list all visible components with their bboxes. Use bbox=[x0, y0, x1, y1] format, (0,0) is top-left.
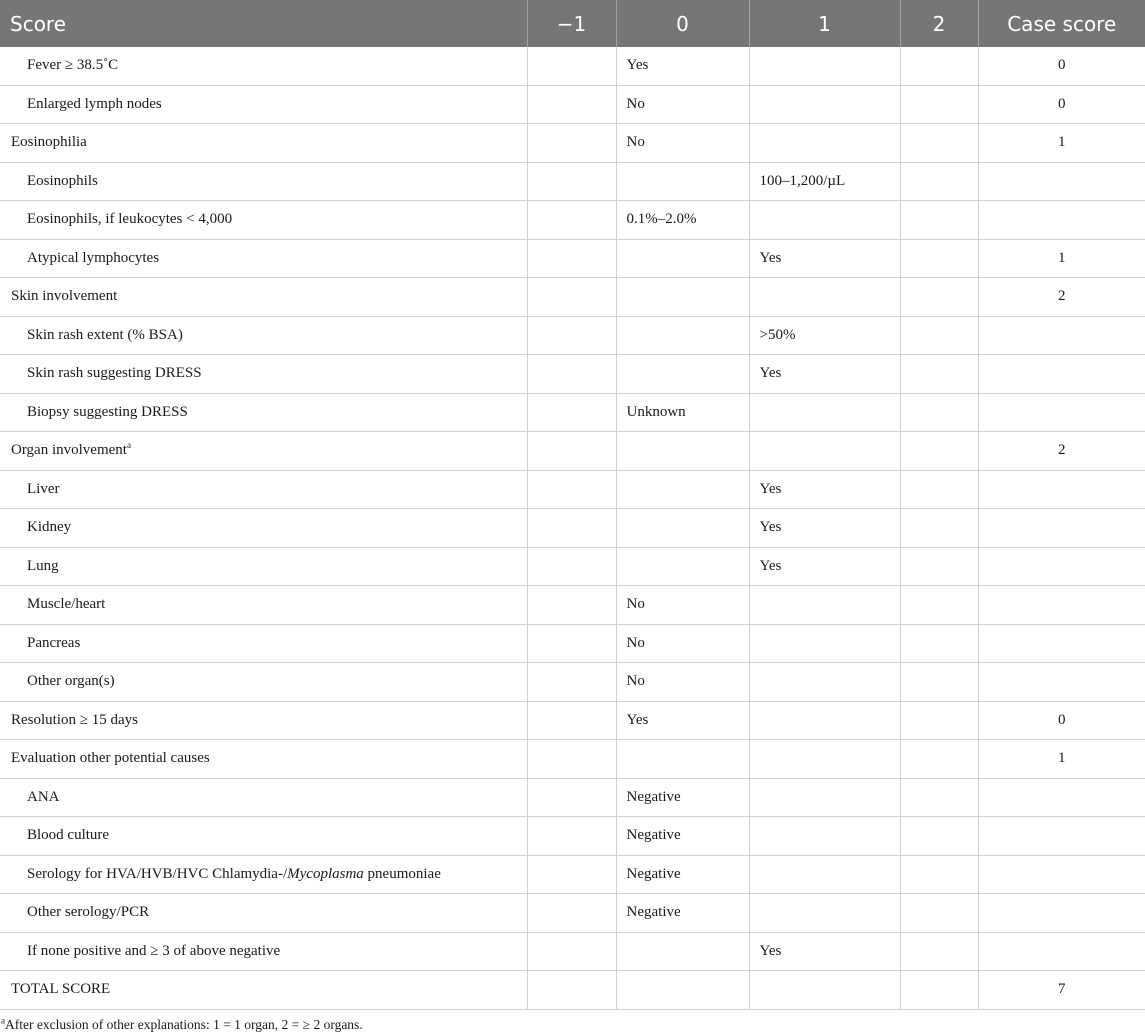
cell-0 bbox=[616, 432, 749, 471]
cell-minus-1 bbox=[527, 393, 616, 432]
row-label: Other serology/PCR bbox=[0, 894, 527, 933]
cell-1: Yes bbox=[749, 470, 900, 509]
row-label: Kidney bbox=[0, 509, 527, 548]
cell-case-score: 1 bbox=[978, 239, 1145, 278]
cell-case-score bbox=[978, 817, 1145, 856]
row-label: Blood culture bbox=[0, 817, 527, 856]
cell-0: Negative bbox=[616, 778, 749, 817]
table-row bbox=[0, 162, 1145, 201]
cell-0: No bbox=[616, 124, 749, 163]
cell-case-score: 1 bbox=[978, 124, 1145, 163]
cell-1 bbox=[749, 124, 900, 163]
cell-minus-1 bbox=[527, 316, 616, 355]
table-row bbox=[0, 393, 1145, 432]
row-label: Eosinophilia bbox=[0, 124, 527, 163]
cell-2 bbox=[900, 740, 978, 779]
row-label: Lung bbox=[0, 547, 527, 586]
cell-0 bbox=[616, 547, 749, 586]
table-row bbox=[0, 509, 1145, 548]
cell-0 bbox=[616, 316, 749, 355]
cell-case-score bbox=[978, 393, 1145, 432]
table-row bbox=[0, 355, 1145, 394]
header-minus-1: −1 bbox=[527, 0, 616, 47]
cell-1 bbox=[749, 432, 900, 471]
cell-1 bbox=[749, 201, 900, 240]
row-label: ANA bbox=[0, 778, 527, 817]
cell-2 bbox=[900, 778, 978, 817]
table-row bbox=[0, 201, 1145, 240]
row-label: Fever ≥ 38.5˚C bbox=[0, 47, 527, 85]
cell-2 bbox=[900, 932, 978, 971]
row-label: Evaluation other potential causes bbox=[0, 740, 527, 779]
header-score: Score bbox=[0, 0, 527, 47]
cell-0: Yes bbox=[616, 47, 749, 85]
cell-1: 100–1,200/µL bbox=[749, 162, 900, 201]
cell-case-score: 2 bbox=[978, 278, 1145, 317]
cell-0: Negative bbox=[616, 894, 749, 933]
cell-1: Yes bbox=[749, 239, 900, 278]
cell-0 bbox=[616, 509, 749, 548]
row-label: Eosinophils, if leukocytes < 4,000 bbox=[0, 201, 527, 240]
cell-0 bbox=[616, 355, 749, 394]
table-row bbox=[0, 239, 1145, 278]
cell-1 bbox=[749, 817, 900, 856]
cell-2 bbox=[900, 701, 978, 740]
cell-case-score bbox=[978, 509, 1145, 548]
cell-1 bbox=[749, 47, 900, 85]
cell-minus-1 bbox=[527, 470, 616, 509]
table-body bbox=[0, 47, 1145, 1009]
cell-minus-1 bbox=[527, 663, 616, 702]
cell-case-score bbox=[978, 162, 1145, 201]
cell-1 bbox=[749, 701, 900, 740]
cell-minus-1 bbox=[527, 855, 616, 894]
cell-2 bbox=[900, 547, 978, 586]
cell-1 bbox=[749, 586, 900, 625]
cell-1 bbox=[749, 971, 900, 1010]
cell-minus-1 bbox=[527, 740, 616, 779]
table-row bbox=[0, 894, 1145, 933]
header-row bbox=[0, 0, 1145, 47]
cell-1: Yes bbox=[749, 509, 900, 548]
cell-minus-1 bbox=[527, 547, 616, 586]
cell-0 bbox=[616, 162, 749, 201]
cell-2 bbox=[900, 855, 978, 894]
table-row bbox=[0, 778, 1145, 817]
cell-0 bbox=[616, 740, 749, 779]
row-label: TOTAL SCORE bbox=[0, 971, 527, 1010]
cell-0 bbox=[616, 470, 749, 509]
table-row bbox=[0, 586, 1145, 625]
cell-1 bbox=[749, 663, 900, 702]
cell-0: No bbox=[616, 663, 749, 702]
cell-case-score bbox=[978, 855, 1145, 894]
row-label: If none positive and ≥ 3 of above negative bbox=[0, 932, 527, 971]
cell-case-score: 0 bbox=[978, 47, 1145, 85]
cell-case-score bbox=[978, 624, 1145, 663]
cell-minus-1 bbox=[527, 355, 616, 394]
cell-case-score: 2 bbox=[978, 432, 1145, 471]
cell-minus-1 bbox=[527, 509, 616, 548]
cell-case-score bbox=[978, 778, 1145, 817]
cell-case-score bbox=[978, 586, 1145, 625]
header-1: 1 bbox=[749, 0, 900, 47]
footnote-marker: a bbox=[126, 440, 131, 451]
cell-2 bbox=[900, 278, 978, 317]
cell-1: Yes bbox=[749, 547, 900, 586]
row-label: Other organ(s) bbox=[0, 663, 527, 702]
cell-minus-1 bbox=[527, 701, 616, 740]
header-case-score: Case score bbox=[978, 0, 1145, 47]
cell-1: >50% bbox=[749, 316, 900, 355]
cell-2 bbox=[900, 586, 978, 625]
cell-case-score: 0 bbox=[978, 701, 1145, 740]
cell-minus-1 bbox=[527, 971, 616, 1010]
cell-2 bbox=[900, 355, 978, 394]
footnote-text: After exclusion of other explanations: 1 = 1 organ, 2 = ≥ 2 organs. bbox=[5, 1017, 363, 1032]
cell-minus-1 bbox=[527, 817, 616, 856]
table-row bbox=[0, 663, 1145, 702]
cell-0: Unknown bbox=[616, 393, 749, 432]
table-row bbox=[0, 817, 1145, 856]
cell-2 bbox=[900, 124, 978, 163]
table-row bbox=[0, 740, 1145, 779]
cell-case-score bbox=[978, 355, 1145, 394]
cell-0 bbox=[616, 932, 749, 971]
row-label bbox=[0, 432, 527, 471]
cell-2 bbox=[900, 162, 978, 201]
cell-case-score: 1 bbox=[978, 740, 1145, 779]
cell-case-score bbox=[978, 201, 1145, 240]
cell-minus-1 bbox=[527, 586, 616, 625]
cell-0 bbox=[616, 239, 749, 278]
cell-2 bbox=[900, 470, 978, 509]
cell-2 bbox=[900, 201, 978, 240]
table-row bbox=[0, 85, 1145, 124]
cell-0: No bbox=[616, 624, 749, 663]
cell-1 bbox=[749, 278, 900, 317]
cell-2 bbox=[900, 85, 978, 124]
cell-0 bbox=[616, 278, 749, 317]
footnote-marker: a bbox=[1, 1015, 5, 1026]
cell-minus-1 bbox=[527, 278, 616, 317]
cell-minus-1 bbox=[527, 932, 616, 971]
cell-minus-1 bbox=[527, 124, 616, 163]
cell-case-score bbox=[978, 894, 1145, 933]
cell-1 bbox=[749, 85, 900, 124]
cell-1 bbox=[749, 740, 900, 779]
row-label-text-end: pneumoniae bbox=[363, 865, 441, 882]
cell-0 bbox=[616, 971, 749, 1010]
cell-2 bbox=[900, 47, 978, 85]
cell-2 bbox=[900, 663, 978, 702]
cell-1 bbox=[749, 778, 900, 817]
cell-1 bbox=[749, 894, 900, 933]
cell-case-score: 0 bbox=[978, 85, 1145, 124]
row-label: Pancreas bbox=[0, 624, 527, 663]
row-label: Enlarged lymph nodes bbox=[0, 85, 527, 124]
cell-2 bbox=[900, 971, 978, 1010]
row-label: Biopsy suggesting DRESS bbox=[0, 393, 527, 432]
cell-2 bbox=[900, 817, 978, 856]
header-2: 2 bbox=[900, 0, 978, 47]
cell-minus-1 bbox=[527, 432, 616, 471]
cell-2 bbox=[900, 624, 978, 663]
cell-2 bbox=[900, 894, 978, 933]
cell-case-score bbox=[978, 663, 1145, 702]
table-row bbox=[0, 855, 1145, 894]
cell-minus-1 bbox=[527, 47, 616, 85]
cell-2 bbox=[900, 432, 978, 471]
cell-minus-1 bbox=[527, 239, 616, 278]
table-row bbox=[0, 316, 1145, 355]
cell-case-score bbox=[978, 547, 1145, 586]
table-footnote bbox=[1, 1017, 363, 1033]
cell-minus-1 bbox=[527, 201, 616, 240]
cell-1 bbox=[749, 855, 900, 894]
table-row bbox=[0, 278, 1145, 317]
header-0: 0 bbox=[616, 0, 749, 47]
table-row-total bbox=[0, 971, 1145, 1010]
cell-case-score bbox=[978, 932, 1145, 971]
row-label: Skin rash extent (% BSA) bbox=[0, 316, 527, 355]
table-row bbox=[0, 432, 1145, 471]
cell-minus-1 bbox=[527, 624, 616, 663]
table-row bbox=[0, 624, 1145, 663]
cell-minus-1 bbox=[527, 778, 616, 817]
table-row bbox=[0, 932, 1145, 971]
row-label: Muscle/heart bbox=[0, 586, 527, 625]
row-label: Atypical lymphocytes bbox=[0, 239, 527, 278]
cell-2 bbox=[900, 509, 978, 548]
cell-case-score bbox=[978, 470, 1145, 509]
cell-minus-1 bbox=[527, 894, 616, 933]
table-row bbox=[0, 470, 1145, 509]
cell-0: Negative bbox=[616, 817, 749, 856]
cell-1: Yes bbox=[749, 932, 900, 971]
cell-1 bbox=[749, 393, 900, 432]
cell-0: 0.1%–2.0% bbox=[616, 201, 749, 240]
cell-case-score: 7 bbox=[978, 971, 1145, 1010]
table-row bbox=[0, 47, 1145, 85]
row-label bbox=[0, 855, 527, 894]
cell-0: No bbox=[616, 586, 749, 625]
row-label: Skin involvement bbox=[0, 278, 527, 317]
row-label: Eosinophils bbox=[0, 162, 527, 201]
cell-2 bbox=[900, 316, 978, 355]
cell-minus-1 bbox=[527, 85, 616, 124]
cell-0: No bbox=[616, 85, 749, 124]
cell-minus-1 bbox=[527, 162, 616, 201]
row-label-text: Serology for HVA/HVB/HVC Chlamydia-/ bbox=[27, 865, 288, 882]
cell-0: Negative bbox=[616, 855, 749, 894]
cell-0: Yes bbox=[616, 701, 749, 740]
cell-1 bbox=[749, 624, 900, 663]
table-row bbox=[0, 547, 1145, 586]
table-row bbox=[0, 701, 1145, 740]
cell-case-score bbox=[978, 316, 1145, 355]
row-label-text: Organ involvement bbox=[11, 442, 127, 459]
row-label: Skin rash suggesting DRESS bbox=[0, 355, 527, 394]
row-label-italic: Mycoplasma bbox=[287, 865, 364, 882]
row-label: Resolution ≥ 15 days bbox=[0, 701, 527, 740]
table-header bbox=[0, 0, 1145, 47]
cell-2 bbox=[900, 239, 978, 278]
cell-1: Yes bbox=[749, 355, 900, 394]
table-row bbox=[0, 124, 1145, 163]
cell-2 bbox=[900, 393, 978, 432]
row-label: Liver bbox=[0, 470, 527, 509]
